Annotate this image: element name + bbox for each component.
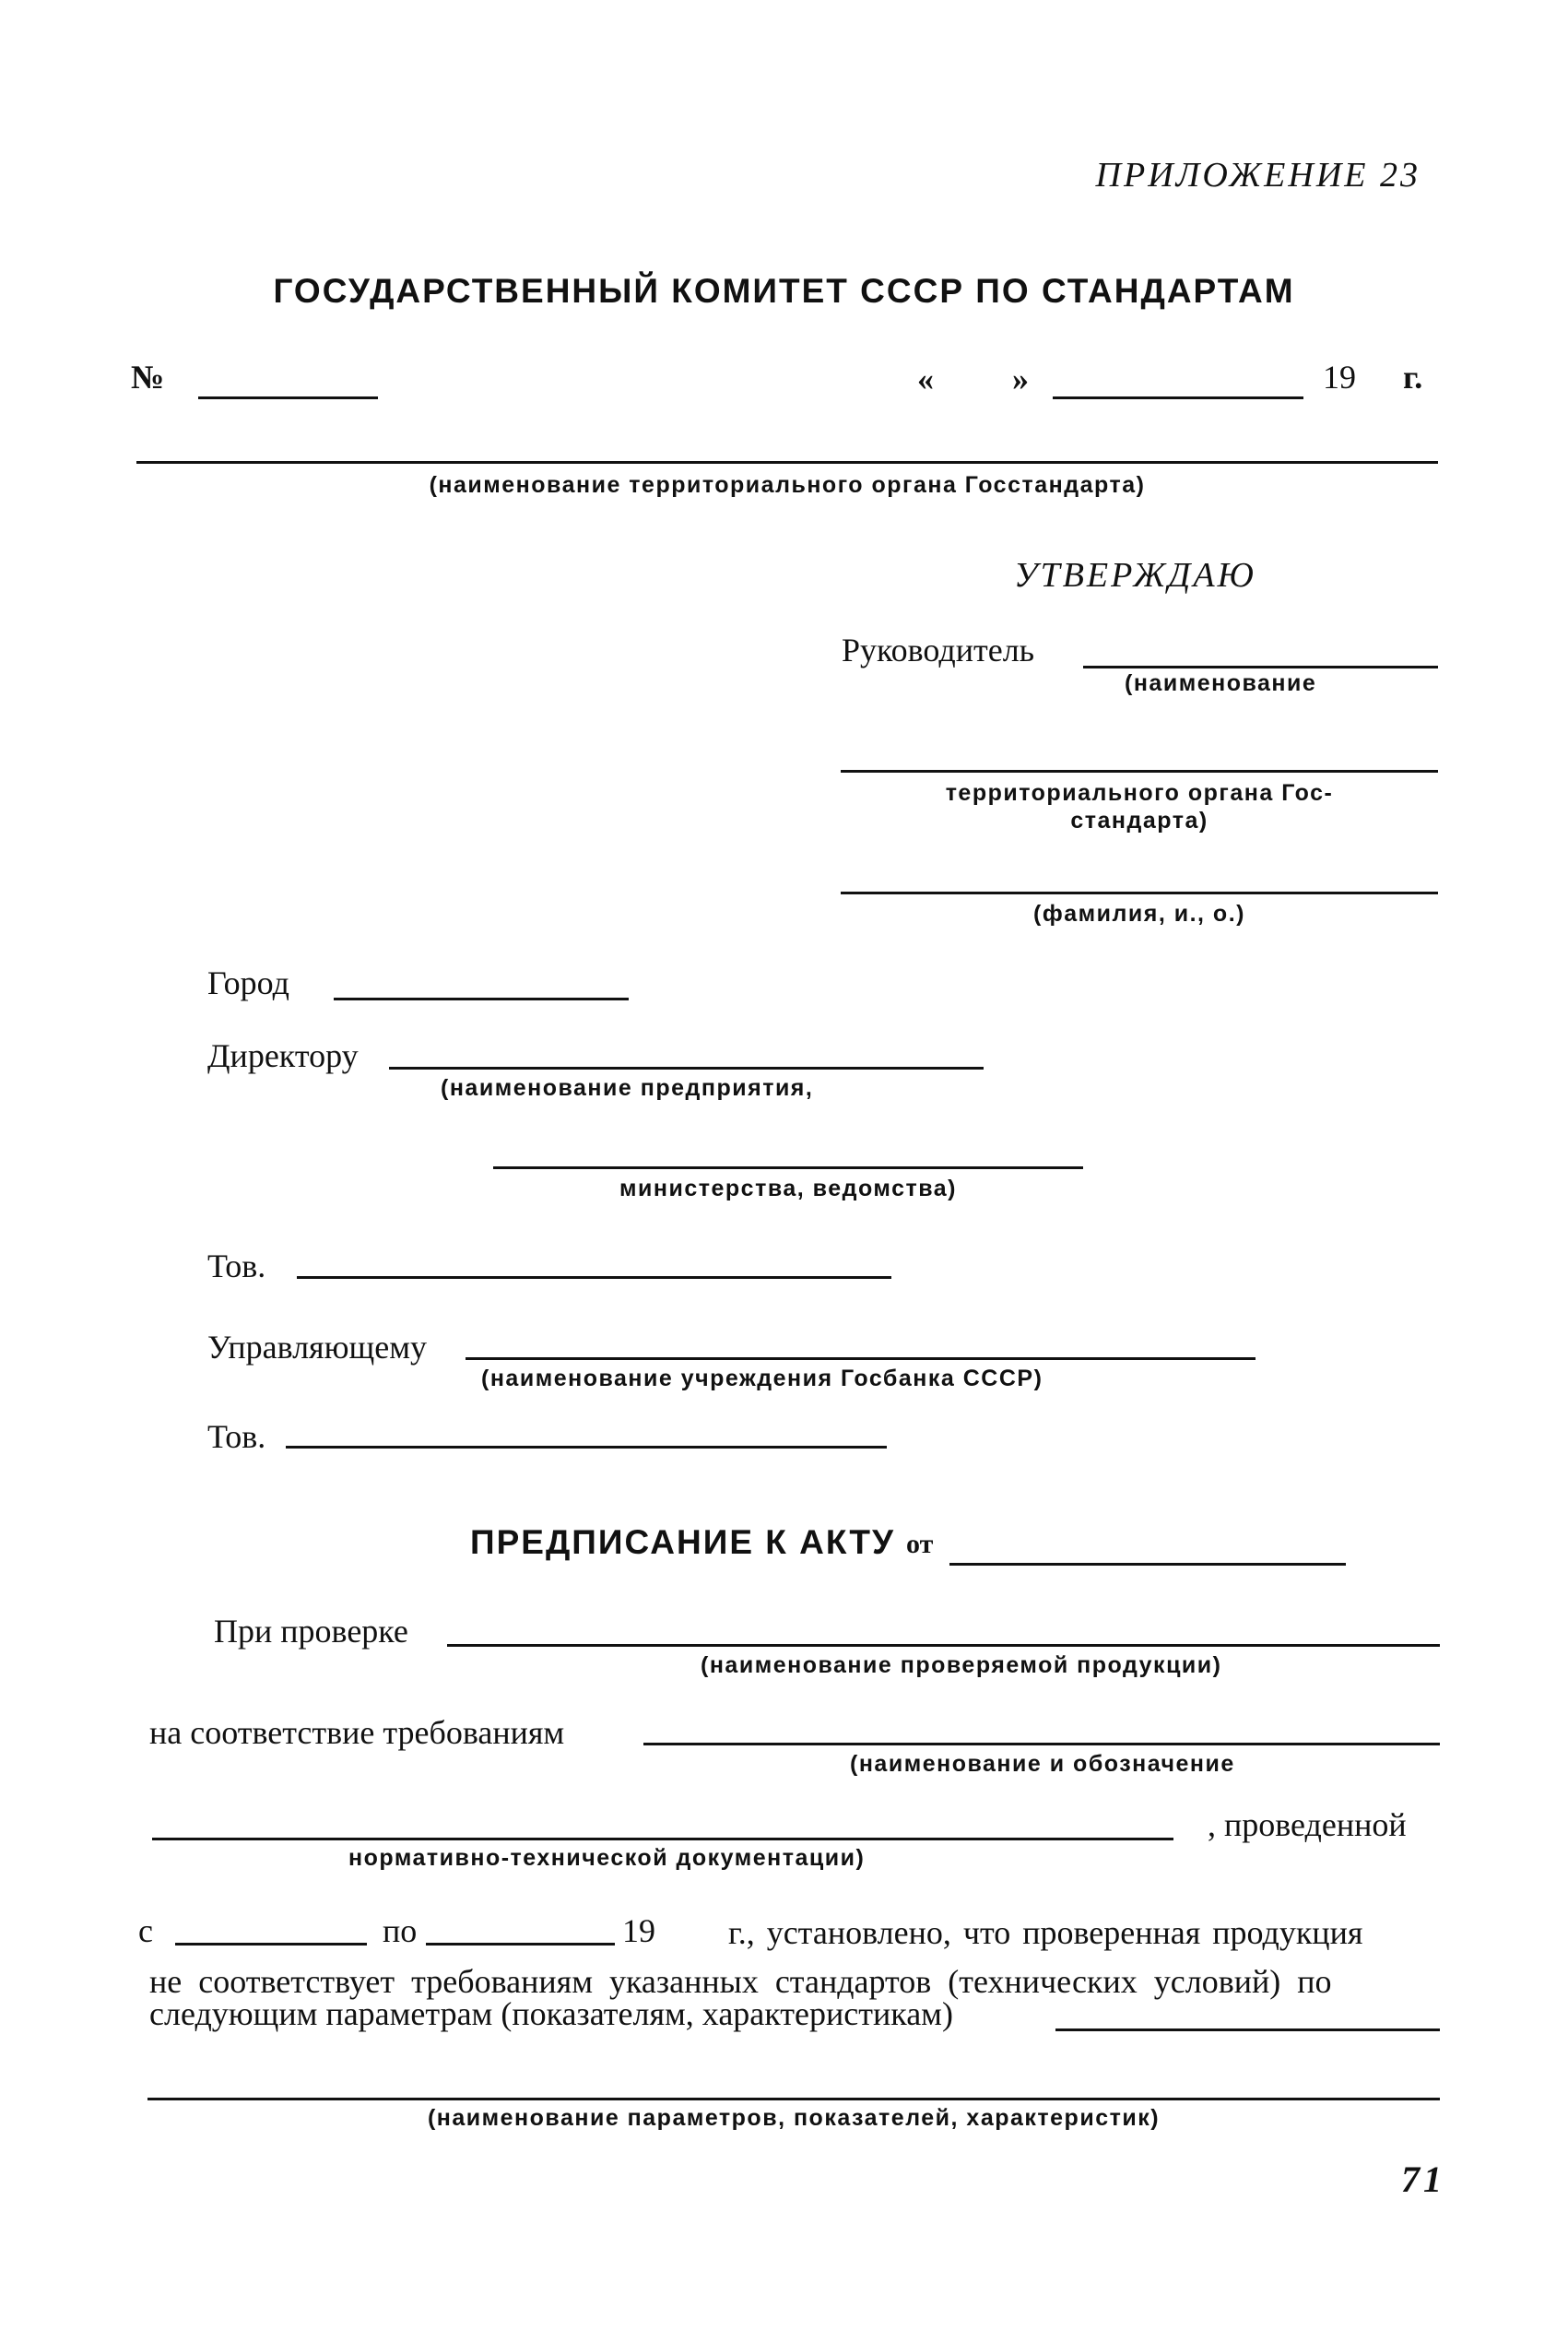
act-date-field[interactable] xyxy=(949,1563,1346,1566)
territorial-organ-field[interactable] xyxy=(136,461,1438,464)
performed-label: , проведенной xyxy=(1208,1806,1407,1843)
year-suffix: г. xyxy=(1403,359,1423,396)
requirements-caption: (наименование и обозначение xyxy=(850,1751,1235,1777)
manager-label: Управляющему xyxy=(207,1329,427,1366)
text-line-3: следующим параметрам (показателям, характеристикам) xyxy=(149,1995,953,2032)
number-sign: № xyxy=(131,359,165,396)
head-name-field[interactable] xyxy=(841,892,1438,894)
period-from-field[interactable] xyxy=(175,1943,367,1946)
comrade-2-field[interactable] xyxy=(286,1446,887,1449)
check-label: При проверке xyxy=(214,1613,408,1650)
parameters-field[interactable] xyxy=(147,2098,1440,2100)
page-number: 71 xyxy=(1401,2159,1445,2200)
from-c-label: с xyxy=(138,1912,153,1949)
quote-close: » xyxy=(1012,361,1029,397)
year-prefix: 19 xyxy=(1323,359,1356,396)
manager-caption: (наименование учреждения Госбанка СССР) xyxy=(481,1366,1043,1391)
director-label: Директору xyxy=(207,1037,359,1074)
prescription-from: от xyxy=(906,1529,934,1559)
director-field[interactable] xyxy=(389,1067,984,1070)
city-field[interactable] xyxy=(334,998,629,1000)
conformity-label: на соответствие требованиям xyxy=(149,1714,565,1751)
territorial-organ-caption: (наименование территориального органа Госстандарта) xyxy=(429,472,1146,498)
head-organ-field-2[interactable] xyxy=(841,770,1438,773)
head-label: Руководитель xyxy=(842,632,1035,668)
head-caption-3: (фамилия, и., о.) xyxy=(1033,901,1245,927)
product-field[interactable] xyxy=(447,1644,1440,1647)
head-organ-field[interactable] xyxy=(1083,666,1438,668)
head-caption-1: (наименование xyxy=(1125,670,1317,696)
city-label: Город xyxy=(207,964,289,1001)
ntd-caption: нормативно-технической документации) xyxy=(348,1845,866,1871)
quote-open: « xyxy=(917,361,934,397)
date-month-field[interactable] xyxy=(1053,396,1303,399)
number-field[interactable] xyxy=(198,396,378,399)
approval-title: УТВЕРЖДАЮ xyxy=(1014,556,1256,595)
period-to-field[interactable] xyxy=(426,1943,615,1946)
director-caption-1: (наименование предприятия, xyxy=(441,1075,814,1101)
established-text: г., установлено, что проверенная продукция xyxy=(728,1914,1363,1951)
parameters-caption: (наименование параметров, показателей, характеристик) xyxy=(427,2105,1161,2131)
to-po-label: по xyxy=(383,1912,418,1949)
year-19-label: 19 xyxy=(622,1912,655,1949)
manager-field[interactable] xyxy=(466,1357,1256,1360)
requirements-field[interactable] xyxy=(643,1743,1440,1745)
ntd-field[interactable] xyxy=(152,1838,1173,1840)
prescription-title: ПРЕДПИСАНИЕ К АКТУ xyxy=(470,1523,895,1561)
appendix-label: ПРИЛОЖЕНИЕ 23 xyxy=(1095,156,1421,195)
parameters-field-inline[interactable] xyxy=(1055,2028,1440,2031)
comrade-2-label: Тов. xyxy=(207,1418,266,1455)
product-caption: (наименование проверяемой продукции) xyxy=(701,1652,1222,1678)
organization-title: ГОСУДАРСТВЕННЫЙ КОМИТЕТ СССР ПО СТАНДАРТАМ xyxy=(273,272,1295,310)
director-caption-2: министерства, ведомства) xyxy=(619,1176,957,1201)
text-line-2: не соответствует требованиям указанных стандартов (технических условий) по xyxy=(149,1963,1332,2000)
ministry-field[interactable] xyxy=(493,1166,1083,1169)
comrade-1-label: Тов. xyxy=(207,1248,266,1284)
head-caption-2a: территориального органа Гос- xyxy=(945,780,1334,806)
comrade-1-field[interactable] xyxy=(297,1276,891,1279)
head-caption-2b: стандарта) xyxy=(1070,808,1208,834)
